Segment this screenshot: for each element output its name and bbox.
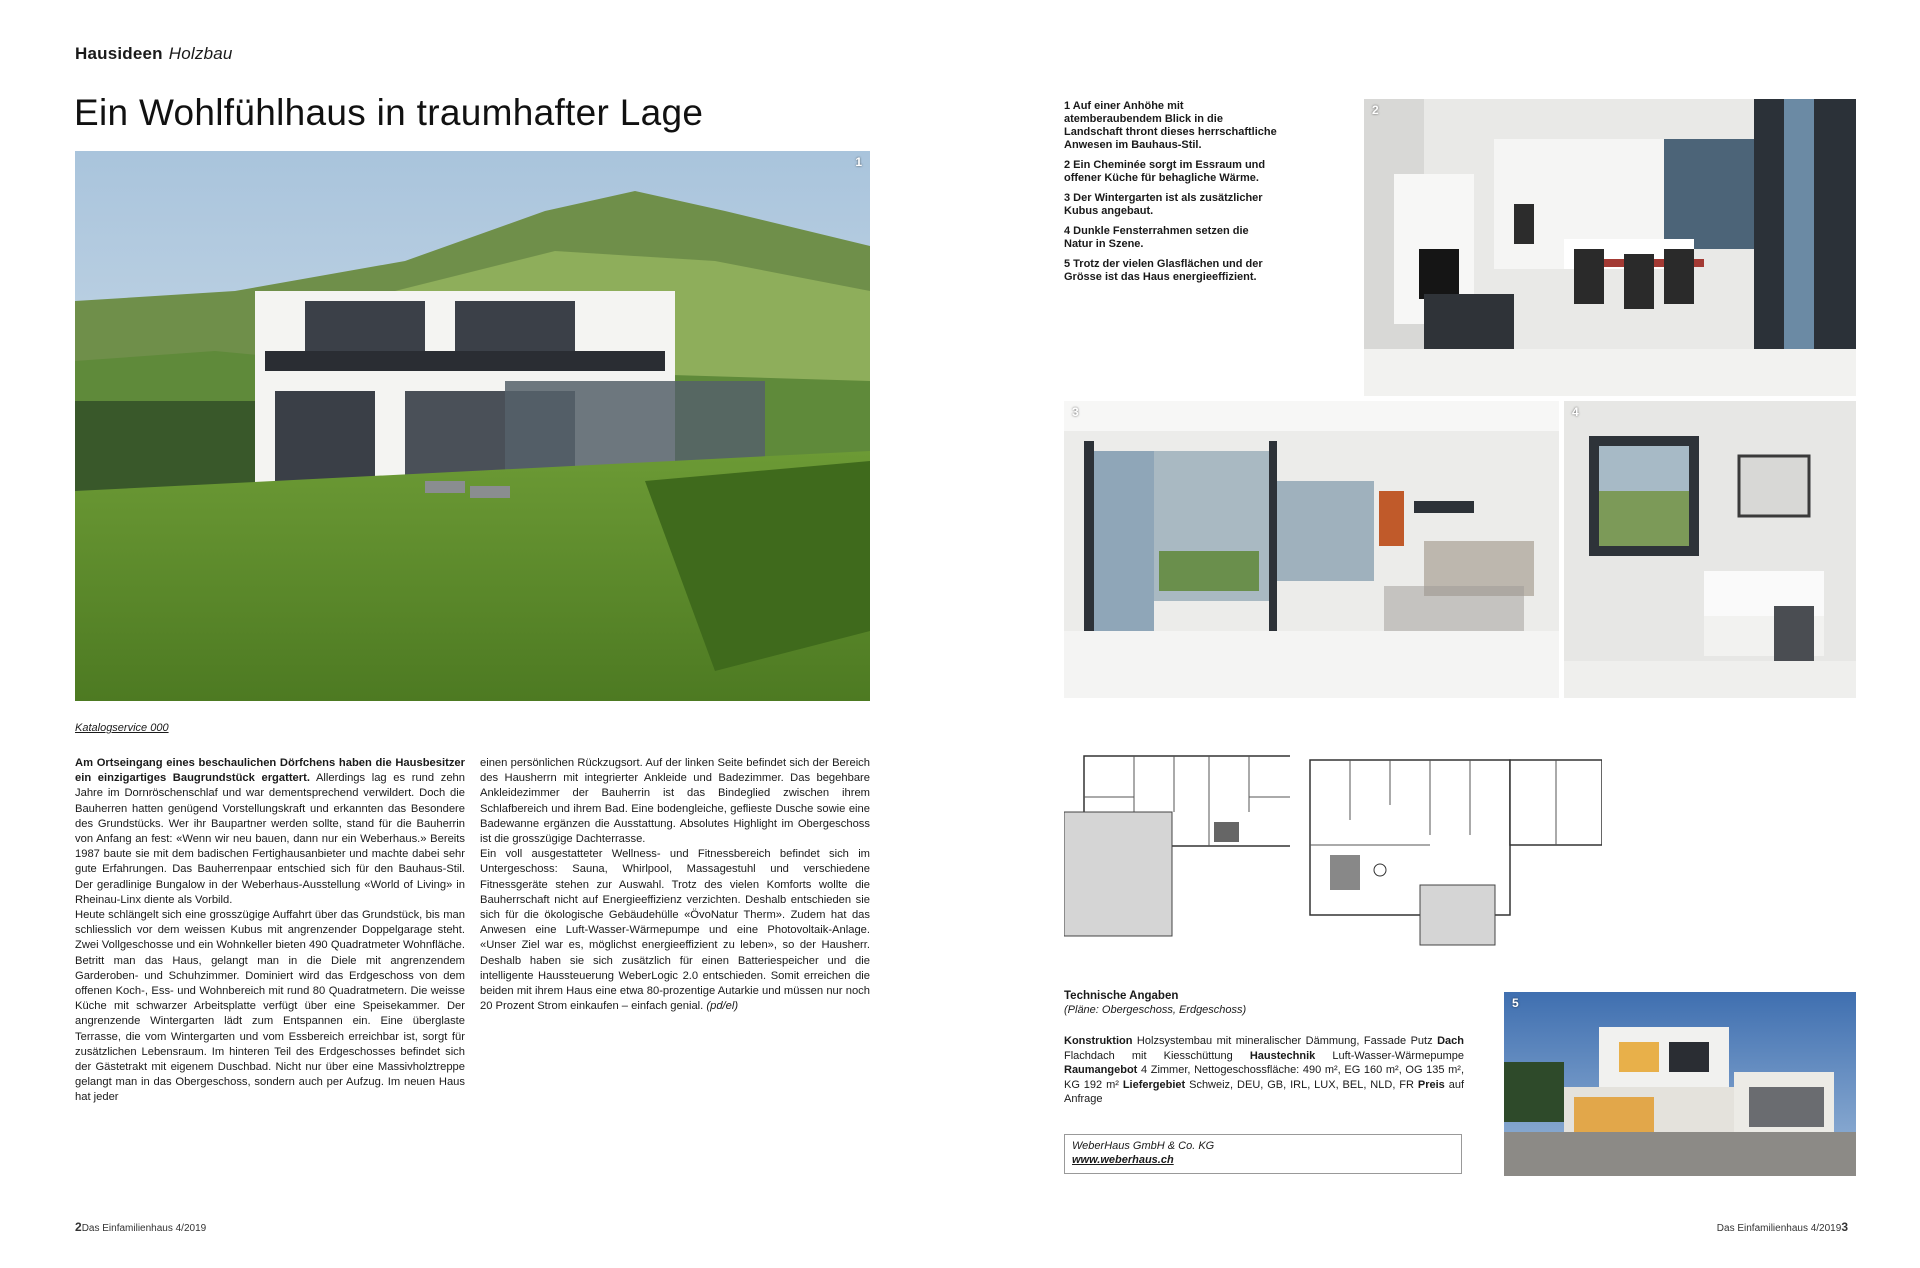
contact-company: WeberHaus GmbH & Co. KG <box>1072 1140 1215 1152</box>
tech-details <box>1064 1034 1464 1107</box>
katalog-service: Katalogservice 000 <box>75 722 169 734</box>
tech-val-preis: auf Anfrage <box>1064 1078 1465 1106</box>
kicker-bold: Hausideen <box>75 44 163 63</box>
footer-right-text: Das Einfamilienhaus 4/2019 <box>1716 1223 1842 1234</box>
tech-val-liefergebiet: Schweiz, DEU, GB, IRL, LUX, BEL, NLD, FR <box>1185 1078 1418 1091</box>
photo-kitchen <box>1364 99 1856 396</box>
photo-exterior-dusk <box>1504 992 1856 1176</box>
photo-captions <box>1064 100 1279 291</box>
photo-number-4: 4 <box>1572 405 1579 419</box>
tech-key-raumangebot: Raumangebot <box>1064 1064 1138 1077</box>
tech-val-raumangebot: 4 Zimmer, Nettogeschossfläche: 490 m², EG 160 m², OG 135 m², KG 192 m² <box>1064 1064 1464 1091</box>
caption-2: 2 Ein Cheminée sorgt im Essraum und offener Küche für behagliche Wärme. <box>1064 159 1266 184</box>
tech-val-konstruktion: Holzsystembau mit mineralischer Dämmung, Fassade Putz <box>1132 1035 1438 1047</box>
photo-exterior <box>75 151 870 701</box>
tech-subheading: (Pläne: Obergeschoss, Erdgeschoss) <box>1064 1004 1247 1016</box>
author-sign: (pd/el) <box>706 1000 739 1013</box>
page-number-right: 3 <box>1841 1220 1848 1234</box>
intro-rest: Allerdings lag es rund zehn Jahre im Dornröschenschlaf und war dementsprechend verwildert. Doch die Bauherren hatten genügend Vorstellungskraft und erkannten das Besondere des Grundstücks. Wer ihr Baupartner werden sollte, stand für die Bauherrin von Anfang an fest: «Wenn wir neu bauen, dann nur ein Weberhaus.» Bereits 1987 baute sie mit dem badischen Fertighausanbieter und machte dabei sehr gute Erfahrungen. Das Bauherrenpaar entschied sich für den Bauhaus-Stil. Der geradlinige Bungalow in der Weberhaus-Ausstellung «World of Living» in Rheinau-Linx diente als Vorbild. <box>75 772 465 906</box>
tech-key-dach: Dach <box>1437 1035 1464 1047</box>
paragraph-4 <box>480 847 870 1014</box>
tech-heading: Technische Angaben <box>1064 990 1179 1002</box>
paragraph-2: Heute schlängelt sich eine grosszügige Auffahrt über das Grundstück, bis man schliesslich vor dem weissen Kubus mit angrenzender Doppelgarage steht. Zwei Vollgeschosse und ein Wohnkeller bieten 490 Quadratmeter Wohnfläche. Betritt man das Haus, gelangt man in die Diele mit angrenzendem Garderoben- und Schuhzimmer. Dominiert wird das Erdgeschoss von dem offenen Koch-, Ess- und Wohnbereich mit rund 80 Quadratmetern. Die weisse Küche mit schwarzer Arbeitsplatte verfügt über eine Speisekammer. Der angrenzende Wintergarten lädt zum Entspannen ein. Eine überglaste Terrasse, die vom Wintergarten und vom Essbereich erreichbar ist, sorgt für zusätzlichen Lebensraum. Im hinteren Teil des Erdgeschosses befindet sich der Gästetrakt mit eigenem Duschbad. Nicht nur über eine Massivholztreppe gelangt man in das Obergeschoss, sondern auch per Aufzug. Im neuen Haus hat jeder <box>75 909 465 1104</box>
photo-living-room <box>1064 401 1559 698</box>
floor-plan-ground <box>1290 745 1602 955</box>
tech-val-dach: Flachdach mit Kiesschüttung <box>1064 1049 1250 1062</box>
caption-5: 5 Trotz der vielen Glasflächen und der Grösse ist das Haus energieeffizient. <box>1064 258 1263 283</box>
tech-key-haustechnik: Haustechnik <box>1249 1049 1316 1062</box>
kicker-italic: Holzbau <box>168 44 233 63</box>
photo-number-1: 1 <box>855 155 862 169</box>
tech-key-preis: Preis <box>1417 1078 1445 1091</box>
footer-right <box>1717 1220 1848 1234</box>
body-column-2 <box>480 756 870 1014</box>
contact-box <box>1064 1134 1462 1174</box>
photo-number-5: 5 <box>1512 996 1519 1010</box>
tech-key-konstruktion: Konstruktion <box>1064 1035 1133 1047</box>
page-number-left: 2 <box>75 1220 82 1234</box>
paragraph-intro <box>75 756 465 908</box>
contact-url-link[interactable]: www.weberhaus.ch <box>1072 1154 1174 1166</box>
footer-left <box>75 1220 206 1234</box>
footer-left-text: Das Einfamilienhaus 4/2019 <box>81 1223 207 1234</box>
paragraph-3: einen persönlichen Rückzugsort. Auf der linken Seite befindet sich der Bereich des Hausherrn mit integrierter Ankleide und Badezimmer. Das begehbare Ankleidezimmer der Bauherrin ist das Bindeglied zwischen ihrem Schlafbereich und ihrem Bad. Eine bodengleiche, geflieste Dusche sowie eine Badewanne ergänzen die Ausstattung. Absolutes Highlight im Obergeschoss ist die grosszügige Dachterrasse. <box>480 757 870 846</box>
photo-number-3: 3 <box>1072 405 1079 419</box>
caption-4: 4 Dunkle Fensterrahmen setzen die Natur in Szene. <box>1064 225 1249 250</box>
tech-key-liefergebiet: Liefergebiet <box>1122 1078 1186 1091</box>
body-column-1 <box>75 756 465 1106</box>
intro-bold: Am Ortseingang eines beschaulichen Dörfchens haben die Hausbesitzer ein einzigartiges Baugrundstück ergattert. <box>75 757 465 785</box>
floor-plan-upper <box>1064 752 1309 937</box>
section-kicker <box>75 44 233 64</box>
paragraph-4-text: Ein voll ausgestatteter Wellness- und Fitnessbereich befindet sich im Untergeschoss: Sauna, Whirlpool, Massagestuhl und verschiedene Fitnessgeräte stehen zur Auswahl. Trotz des vielen Komforts wollte die Bauherrschaft nicht auf Energieeffizienz verzichten. Deshalb entschieden sie sich für die ökologische Gebäudehülle «ÖvoNatur Therm». Zudem hat das Anwesen eine Luft-Wasser-Wärmepumpe und eine Photovoltaik-Anlage. «Unser Ziel war es, möglichst energieeffizient zu leben», so der Hausherr. Deshalb haben sie sich zusätzlich für einen Batteriespeicher und die intelligente Haussteuerung WeberLogic 2.0 entschieden. Somit erreichen die beiden mit ihrem Haus eine etwa 80-prozentige Autarkie und müssen nur noch 20 Prozent Strom einkaufen – einfach genial. <box>480 848 870 1013</box>
page-title: Ein Wohlfühlhaus in traumhafter Lage <box>74 92 704 133</box>
photo-number-2: 2 <box>1372 103 1379 117</box>
tech-val-haustechnik: Luft-Wasser-Wärmepumpe <box>1315 1049 1464 1062</box>
caption-3: 3 Der Wintergarten ist als zusätzlicher Kubus angebaut. <box>1064 192 1263 217</box>
photo-bathroom <box>1564 401 1856 698</box>
caption-1: 1 Auf einer Anhöhe mit atemberaubendem Blick in die Landschaft thront dieses herrschaftliche Anwesen im Bauhaus-Stil. <box>1064 100 1277 151</box>
